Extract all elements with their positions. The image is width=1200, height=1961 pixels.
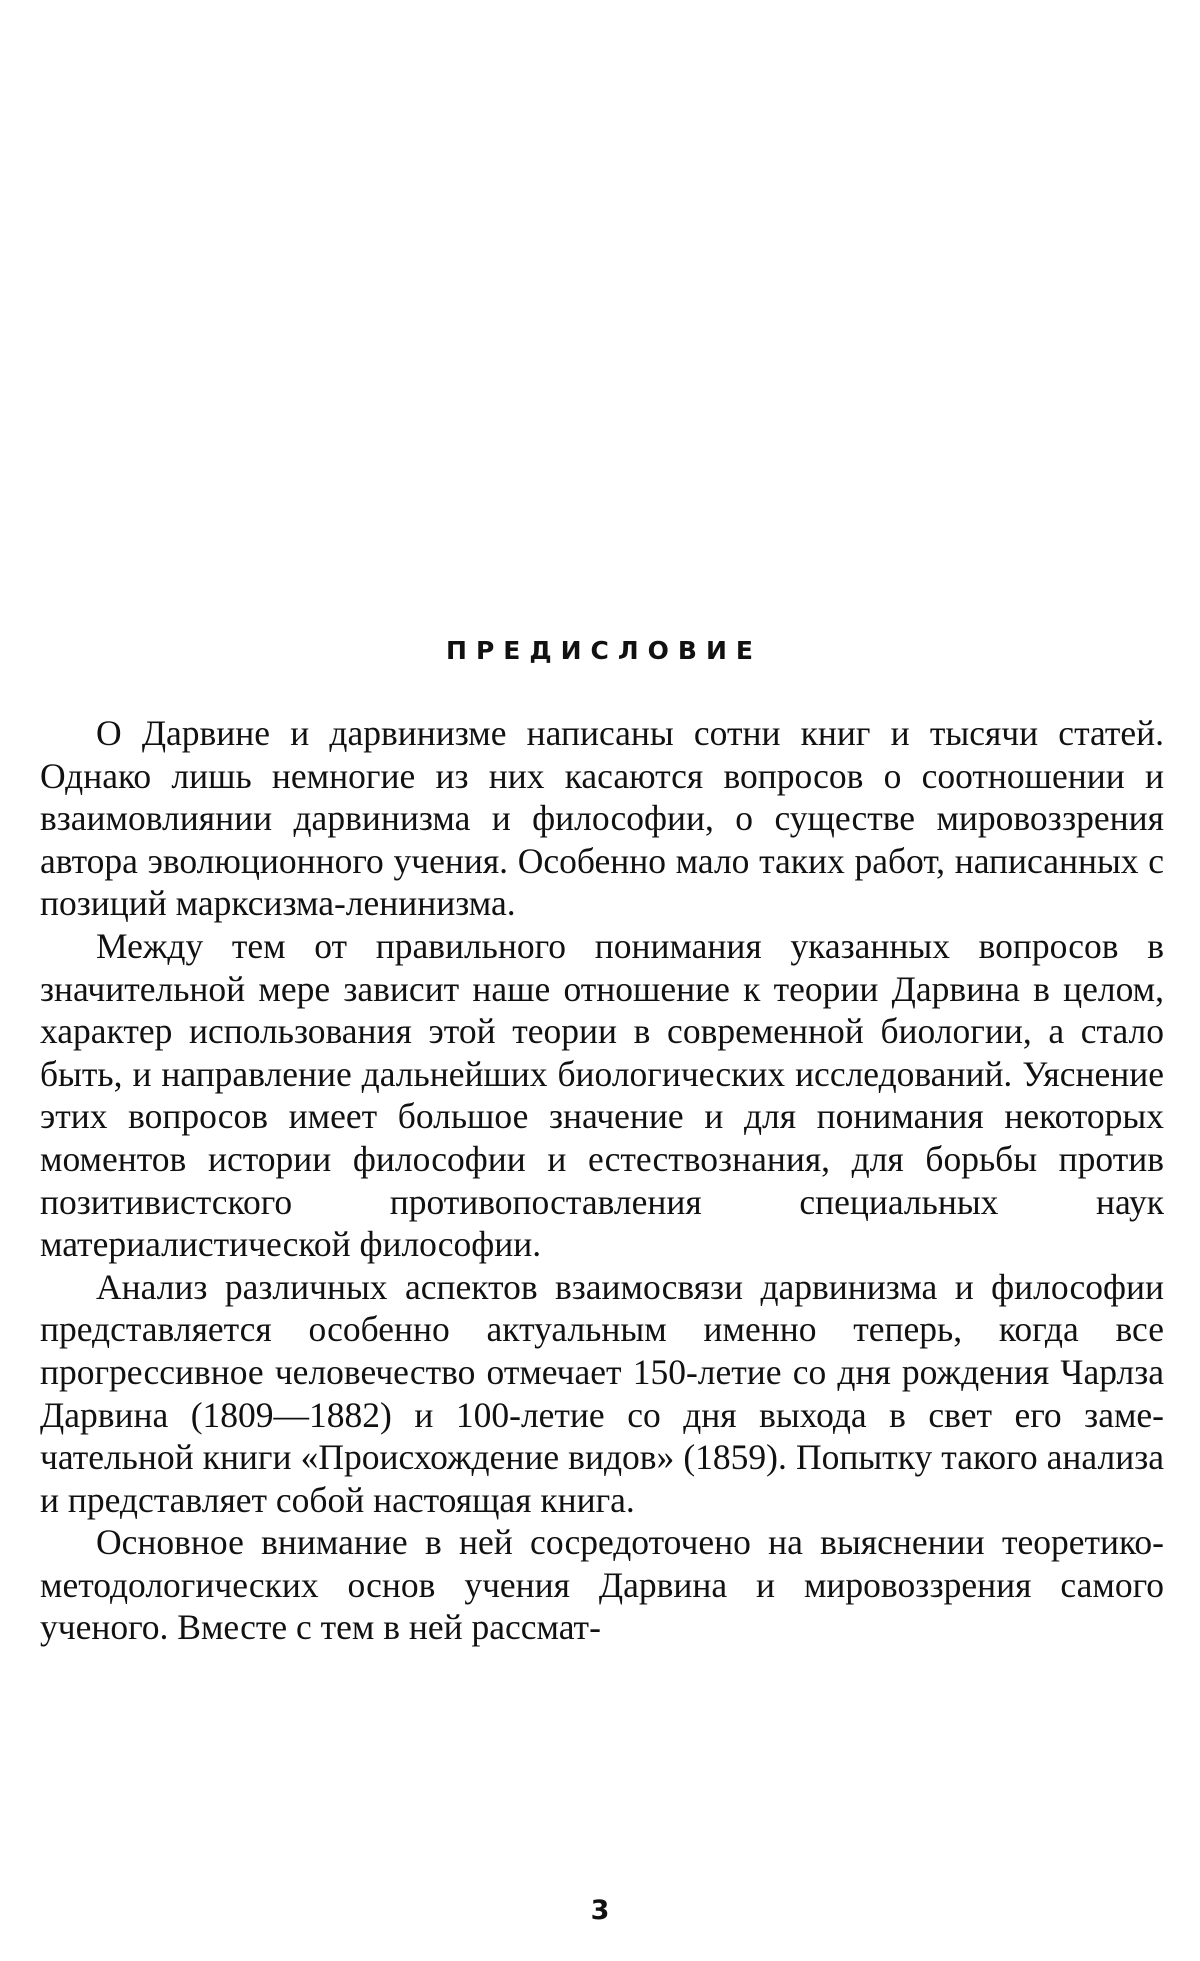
body-text — [40, 712, 1164, 1649]
paragraph: Анализ различных аспектов взаимосвязи дарвинизма и философии представляется особенно актуальным именно теперь, когда все прогрессивное человечество отмечает 150-летие со дня рождения Чарлза Дарвина (1809—1882) и 100-летие со дня выхода в свет его замечательной книги «Происхождение видов» (1859). Попытку такого анализа и представляет собой настоящая книга. — [40, 1266, 1164, 1520]
page-number: 3 — [590, 1895, 610, 1926]
paragraph: О Дарвине и дарвинизме написаны сотни книг и тысячи статей. Однако лишь немногие из них касаются вопросов о соотношении и взаимовлиянии дарвинизма и философии, о существе мировоззрения автора эволюционного учения. Особенно мало таких работ, написанных с позиций марксизма-ленинизма. — [40, 713, 1164, 924]
paragraph: Между тем от правильного понимания указанных вопросов в значительной мере зависит наше отношение к теории Дарвина в целом, характер использования этой теории в современной биологии, а стало быть, и направление дальнейших биологических исследований. Уяснение этих вопросов имеет большое значение и для понимания некоторых моментов истории философии и естествознания, для борьбы против позитивистского противопоставления специальных наук материалистической философии. — [40, 925, 1164, 1265]
page-heading: ПРЕДИСЛОВИЕ — [446, 636, 762, 665]
paragraph: Основное внимание в ней сосредоточено на выяснении теоретико-методологических основ учения Дарвина и мировоззрения самого ученого. Вместе с тем в ней рассмат- — [40, 1522, 1164, 1648]
